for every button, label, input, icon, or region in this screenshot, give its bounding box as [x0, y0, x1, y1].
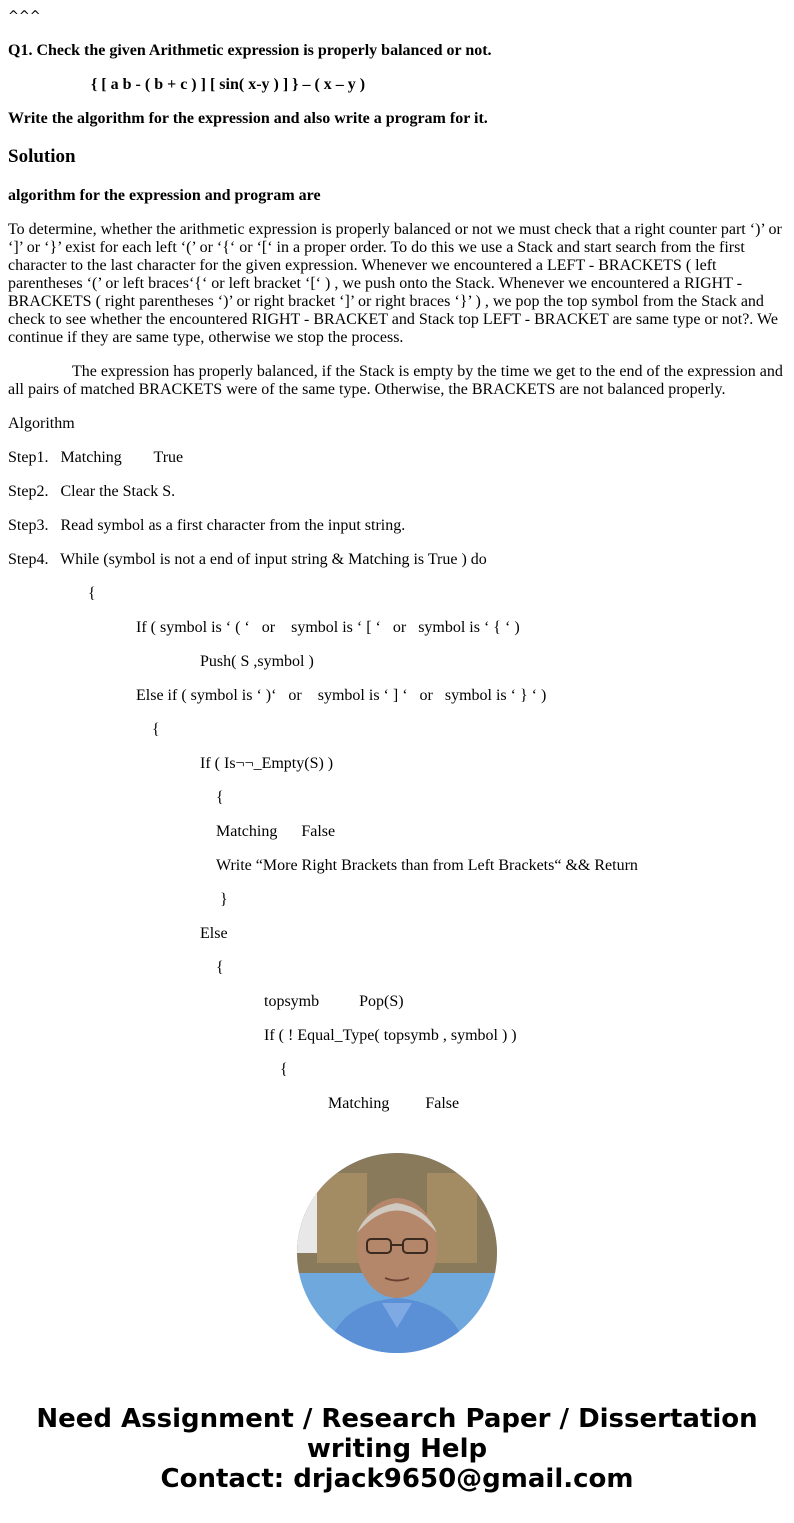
- algo-line: Else: [200, 925, 228, 942]
- algo-line: Step4. While (symbol is not a end of input string & Matching is True ) do: [8, 551, 487, 568]
- footer-contact-email[interactable]: Contact: drjack9650@gmail.com: [160, 1464, 634, 1494]
- algorithm-title: Algorithm: [8, 415, 75, 432]
- algo-line: Write “More Right Brackets than from Left Brackets“ && Return: [216, 857, 638, 874]
- algo-line: topsymb Pop(S): [264, 993, 404, 1010]
- solution-heading: Solution: [8, 146, 76, 167]
- algo-line: If ( Is¬¬_Empty(S) ): [200, 755, 334, 772]
- algo-line: Step2. Clear the Stack S.: [8, 483, 176, 500]
- algo-line: {: [152, 721, 160, 738]
- author-portrait-icon: [297, 1153, 497, 1353]
- explanation-paragraph-2: The expression has properly balanced, if the Stack is empty by the time we get to the end of the expression and all pairs of matched BRACKETS were of the same type. Otherwise, the BRACKETS are not balanced properly.: [8, 363, 783, 398]
- algo-line: }: [220, 891, 228, 908]
- algo-line: Matching False: [216, 823, 336, 840]
- caret-marker: ^^^: [8, 9, 41, 24]
- solution-subheading: algorithm for the expression and program are: [8, 187, 321, 204]
- question-title: Q1. Check the given Arithmetic expression is properly balanced or not.: [8, 42, 492, 59]
- algo-line: Step3. Read symbol as a first character from the input string.: [8, 517, 406, 534]
- algo-line: Push( S ,symbol ): [200, 653, 314, 670]
- author-avatar: [297, 1153, 497, 1353]
- algo-line: Matching False: [328, 1095, 460, 1112]
- algo-line: Else if ( symbol is ‘ )‘ or symbol is ‘ ] ‘ or symbol is ‘ } ‘ ): [136, 687, 547, 704]
- algo-line: {: [280, 1061, 288, 1078]
- question-expression: { [ a b - ( b + c ) ] [ sin( x-y ) ] } – ( x – y ): [91, 76, 366, 93]
- algo-line: If ( symbol is ‘ ( ‘ or symbol is ‘ [ ‘ or symbol is ‘ { ‘ ): [136, 619, 520, 636]
- algo-line: If ( ! Equal_Type( topsymb , symbol ) ): [264, 1027, 517, 1044]
- algo-line: {: [216, 789, 224, 806]
- algo-line: {: [216, 959, 224, 976]
- footer-promo-line-1: Need Assignment / Research Paper / Dissertation: [36, 1404, 758, 1434]
- footer-promo-line-2: writing Help: [306, 1434, 488, 1464]
- algo-line: Step1. Matching True: [8, 449, 184, 466]
- question-instruction: Write the algorithm for the expression and also write a program for it.: [8, 110, 488, 127]
- algo-line: {: [88, 585, 96, 602]
- explanation-paragraph-1: To determine, whether the arithmetic expression is properly balanced or not we must check that a right counter part ‘)’ or ‘]’ or ‘}’ exist for each left ‘(’ or ‘{‘ or ‘[‘ in a proper order. To do this we use a Stack and start search from the first character to the last character for the given expression. Whenever we encountered a LEFT - BRACKETS ( left parentheses ‘(’ or left braces‘{‘ or left bracket ‘[‘ ) , we push onto the Stack. Whenever we encountered a RIGHT - BRACKETS ( right parentheses ‘)’ or right bracket ‘]’ or right braces ‘}’ ) , we pop the top symbol from the Stack and check to see whether the encountered RIGHT - BRACKET and Stack top LEFT - BRACKET are same type or not?. We continue if they are same type, otherwise we stop the process.: [8, 221, 782, 346]
